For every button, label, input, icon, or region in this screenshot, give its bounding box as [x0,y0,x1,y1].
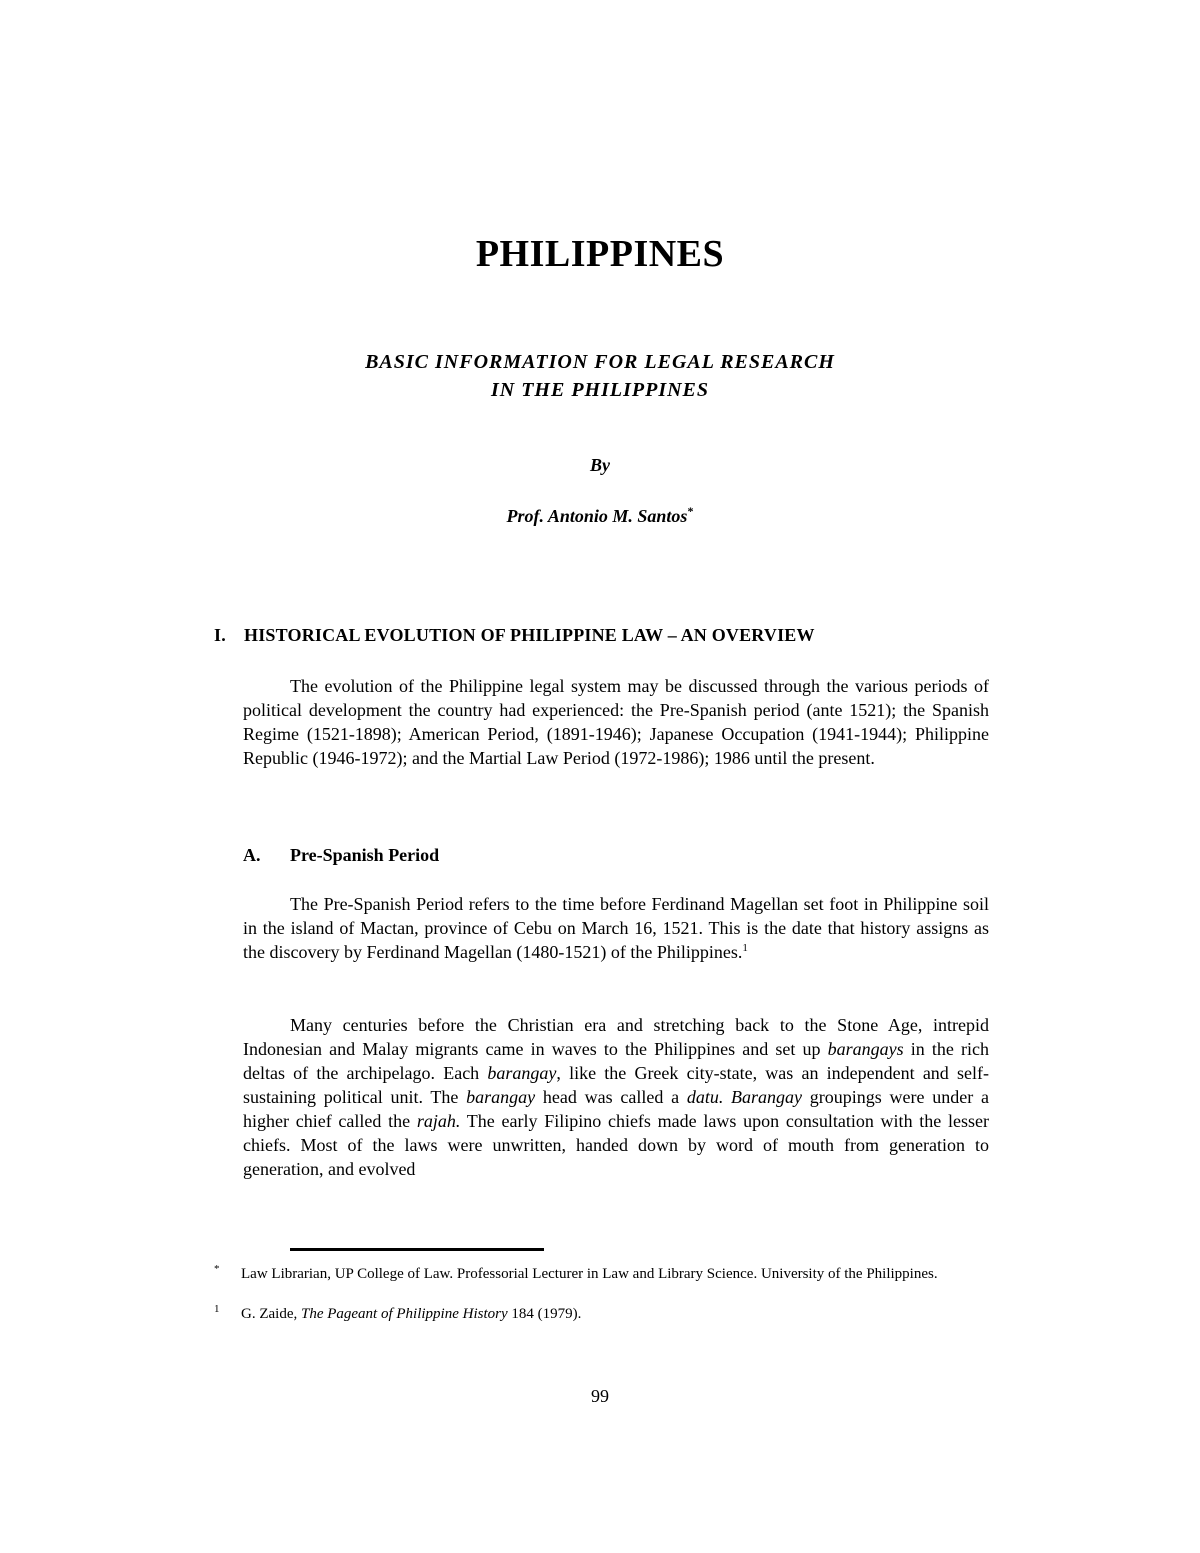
italic-term: datu. Barangay [686,1087,803,1107]
author-line [0,504,1200,527]
document-title: PHILIPPINES [475,233,725,275]
italic-term: barangays [827,1039,904,1059]
paragraph-text-segment: , like the Greek city-state, was an independent and self-sustaining political unit. The [243,1063,989,1107]
paragraph-text-segment: groupings were under a higher chief called the [243,1087,989,1131]
italic-term: barangay [466,1087,536,1107]
pre-spanish-paragraph-2 [243,1013,989,1181]
footnote-reference-1: 1 [742,942,748,954]
paragraph-text-segment: in the rich deltas of the archipelago. Each [243,1039,989,1083]
subsection-heading [243,845,439,866]
cited-work-title: The Pageant of Philippine History [300,1306,508,1322]
pre-spanish-paragraph-1 [243,892,989,964]
subsection-title: Pre-Spanish Period [290,845,440,865]
paragraph-text-segment: Many centuries before the Christian era and stretching back to the Stone Age, intrepid Indonesian and Malay migrants came in waves to the Philippines and set up [243,1015,989,1059]
byline: By [590,455,610,475]
page-number: 99 [591,1386,609,1406]
footnote-text: Law Librarian, UP College of Law. Professorial Lecturer in Law and Library Science. University of the Philippines. [241,1266,938,1282]
footnote-author [214,1265,989,1283]
footnote-mark: 1 [214,1303,220,1315]
italic-term: rajah. [416,1111,461,1131]
subtitle-line-1: BASIC INFORMATION FOR LEGAL RESEARCH [365,351,835,373]
section-title: HISTORICAL EVOLUTION OF PHILIPPINE LAW – AN OVERVIEW [244,625,815,645]
section-number: I. [214,625,226,645]
paragraph-text-segment: The early Filipino chiefs made laws upon consultation with the lesser chiefs. Most of the laws were unwritten, handed down by word of mouth from generation to generation, and evolved [243,1111,990,1179]
footnote-1 [214,1305,989,1323]
subsection-letter: A. [243,845,261,865]
footnote-text [214,1305,989,1323]
footnote-separator [290,1248,544,1251]
footnote-text-segment: 184 (1979). [507,1306,582,1322]
italic-term: barangay [487,1063,557,1083]
footnote-text-segment: G. Zaide, [241,1306,301,1322]
section-heading [214,625,815,646]
author-footnote-mark: * [687,504,694,518]
footnote-mark: * [214,1263,220,1275]
paragraph-text-segment: head was called a [535,1087,687,1107]
section-intro-paragraph: The evolution of the Philippine legal system may be discussed through the various periods of political development the country had experienced: the Pre-Spanish period (ante 1521); the Spanish Regime (1521-1898); American Period, (1891-1946); Japanese Occupation (1941-1944); Philippine Republic (1946-1972); and the Martial Law Period (1972-1986); 1986 until the present. [243,676,989,768]
subtitle-line-2: IN THE PHILIPPINES [490,379,710,401]
author-name: Prof. Antonio M. Santos [506,506,688,526]
paragraph-text: The Pre-Spanish Period refers to the time before Ferdinand Magellan set foot in Philippine soil in the island of Mactan, province of Cebu on March 16, 1521. This is the date that history assigns as the discovery by Ferdinand Magellan (1480-1521) of the Philippines. [243,894,989,962]
